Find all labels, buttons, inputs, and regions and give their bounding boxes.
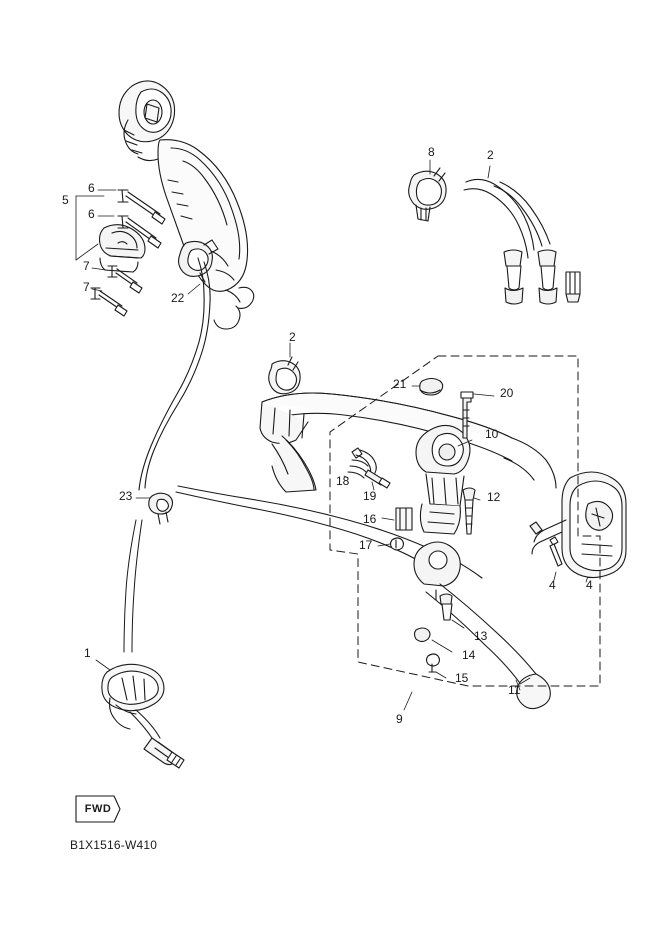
callout-9: 9: [396, 712, 403, 726]
part-21-cap: [412, 379, 443, 396]
fwd-marker: [76, 796, 120, 822]
callout-22: 22: [171, 291, 185, 305]
callout-21: 21: [393, 377, 407, 391]
callout-13: 13: [474, 629, 488, 643]
callout-14: 14: [462, 648, 476, 662]
handlebar: [260, 393, 556, 492]
callout-1: 1: [84, 646, 91, 660]
callout-17: 17: [359, 538, 373, 552]
callout-23: 23: [119, 489, 133, 503]
callout-4a: 4: [549, 578, 556, 592]
document-code: B1X1516-W410: [70, 838, 158, 852]
part-12-bolt: [463, 488, 480, 534]
part-10-bracket: [416, 425, 472, 534]
callout-18: 18: [336, 474, 350, 488]
callout-15: 15: [455, 671, 469, 685]
callout-8: 8: [428, 145, 435, 159]
cable-clamp-lower: [269, 343, 300, 394]
callout-12: 12: [487, 490, 501, 504]
fwd-marker-label: FWD: [84, 803, 112, 815]
part-1-handle-switch: [96, 660, 184, 768]
callout-19: 19: [363, 489, 377, 503]
callout-20: 20: [500, 386, 514, 400]
part-11-brake-lever: [414, 542, 550, 709]
callout-7a: 7: [83, 259, 90, 273]
callout-6b: 6: [88, 207, 95, 221]
part-2-cable-with-caps: [464, 166, 580, 304]
part-18-19-spring-pin: [344, 448, 390, 490]
callout-11: 11: [508, 683, 521, 697]
callout-2b: 2: [289, 330, 296, 344]
part-8-cable-clamp: [409, 160, 446, 221]
callout-10: 10: [485, 427, 499, 441]
callout-7b: 7: [83, 280, 90, 294]
right-switch-housing: [530, 472, 626, 578]
callout-4b: 4: [586, 578, 593, 592]
callout-16: 16: [363, 512, 377, 526]
callout-6a: 6: [88, 181, 95, 195]
callout-5: 5: [62, 193, 69, 207]
callout-2a: 2: [487, 148, 494, 162]
part-13-14-15: [415, 594, 465, 678]
